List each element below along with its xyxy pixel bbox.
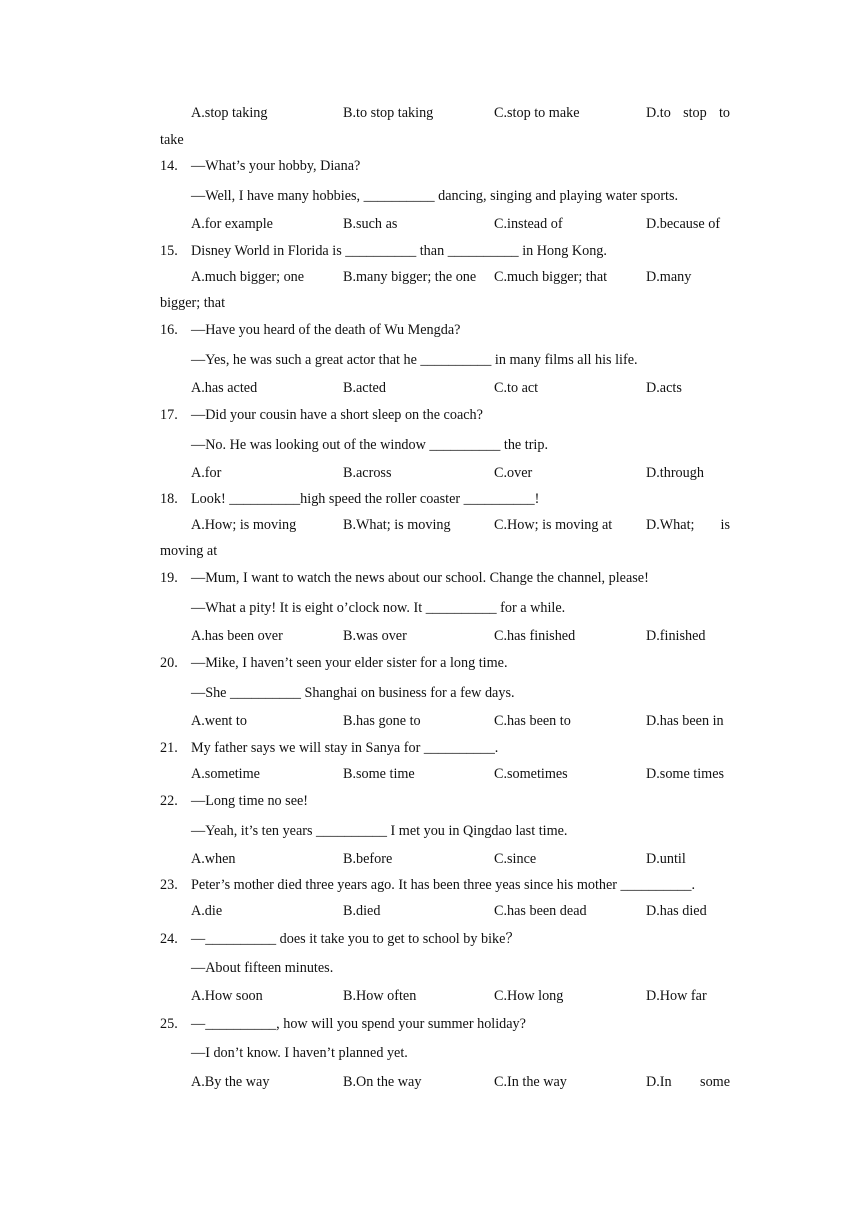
q23-option-d: D.has died <box>646 903 707 919</box>
q16-line2: —Yes, he was such a great actor that he __________ in many films all his life. <box>191 352 638 368</box>
q18-option-a: A.How; is moving <box>191 517 297 533</box>
q22-option-a: A.when <box>191 851 236 867</box>
q15-option-a: A.much bigger; one <box>191 269 305 285</box>
q21-option-a: A.sometime <box>191 766 260 782</box>
q23-option-a: A.die <box>191 903 223 919</box>
q15-option-b: B.many bigger; the one <box>343 269 477 285</box>
q17-option-c: C.over <box>494 465 533 481</box>
q21-number: 21. <box>160 740 178 756</box>
q21-option-b: B.some time <box>343 766 415 782</box>
q19-option-a: A.has been over <box>191 628 283 644</box>
q24-number: 24. <box>160 931 178 947</box>
q15-option-c: C.much bigger; that <box>494 269 608 285</box>
q22-option-c: C.since <box>494 851 537 867</box>
q16-option-b: B.acted <box>343 380 386 396</box>
q19-option-d: D.finished <box>646 628 706 644</box>
q17-line1: —Did your cousin have a short sleep on the coach? <box>191 407 483 423</box>
q13-option-b: B.to stop taking <box>343 105 434 121</box>
q25-option-d: D.In some <box>646 1074 730 1090</box>
q24-option-a: A.How soon <box>191 988 263 1004</box>
q18-option-c: C.How; is moving at <box>494 517 613 533</box>
q14-option-b: B.such as <box>343 216 398 232</box>
q19-line2: —What a pity! It is eight o’clock now. It __________ for a while. <box>191 600 566 616</box>
q24-line2: —About fifteen minutes. <box>191 960 334 976</box>
q25-line2: —I don’t know. I haven’t planned yet. <box>191 1045 408 1061</box>
q22-line2: —Yeah, it’s ten years __________ I met you in Qingdao last time. <box>191 823 568 839</box>
q20-number: 20. <box>160 655 178 671</box>
q19-number: 19. <box>160 570 178 586</box>
q15-option-d: D.many <box>646 269 692 285</box>
q13-option-c: C.stop to make <box>494 105 580 121</box>
q22-option-b: B.before <box>343 851 393 867</box>
q22-option-d: D.until <box>646 851 686 867</box>
q18-option-d: D.What; is <box>646 517 730 533</box>
q20-option-d: D.has been in <box>646 713 724 729</box>
q19-line1: —Mum, I want to watch the news about our school. Change the channel, please! <box>191 570 649 586</box>
document-page: A.stop taking B.to stop taking C.stop to make D.to stop to take 14. —What’s your hobby, Diana? —Well, I have many hobbies, __________ dancing, singing and playing water sports. A.for example B.such as C.instead of D.because of 15. Disney World in Florida is __________ than __________ in Hong Kong. A.much bigger; one B.many bigger; the one C.much bigger; that D.many bigger; that 16. —Have you heard of the death of Wu Mengda? —Yes, he was such a great actor that he __________ in many films all his life. A.has acted B.acted C.to act D.acts 17. —Did your cousin have a short sleep on the coach? —No. He was looking out of the window __________ the trip. A.for B.across C.over D.through 18. Look! __________high speed the roller coaster __________! A.How; is moving B.What; is moving C.How; is moving at D.What; is moving at 19. —Mum, I want to watch the news about our school. Change the channel, please! —What a pity! It is eight o’clock now. It __________ for a while. A.has been over B.was over C.has finished D.finished 20. —Mike, I haven’t seen your elder sister for a long time. —She __________ Shanghai on business for a few days. A.went to B.has gone to C.has been to D.has been in 21. My father says we will stay in Sanya for __________. A.sometime B.some time C.sometimes D.some times 22. —Long time no see! —Yeah, it’s ten years __________ I met you in Qingdao last time. A.when B.before C.since D.until 23. Peter’s mother died three years ago. It has been three yeas since his mother __________. A.die B.died C.has been dead D.has died 24. —__________ does it take you to get to school by bike？ —About fifteen minutes. A.How soon B.How often C.How long D.How far 25. —__________, how will you spend your summer holiday? —I don’t know. I haven’t planned yet. A.By the way B.On the way C.In the way D.In some <box>160 105 730 1090</box>
q24-line1: —__________ does it take you to get to school by bike？ <box>191 931 520 947</box>
q13-option-d: D.to stop to <box>646 105 730 121</box>
q18-option-b: B.What; is moving <box>343 517 451 533</box>
q16-option-c: C.to act <box>494 380 539 396</box>
q23-line1: Peter’s mother died three years ago. It has been three yeas since his mother __________. <box>191 877 696 893</box>
q21-option-c: C.sometimes <box>494 766 568 782</box>
q25-option-a: A.By the way <box>191 1074 270 1090</box>
q13-option-a: A.stop taking <box>191 105 268 121</box>
q14-option-c: C.instead of <box>494 216 563 232</box>
q24-option-c: C.How long <box>494 988 564 1004</box>
q24-option-d: D.How far <box>646 988 707 1004</box>
q22-line1: —Long time no see! <box>191 793 309 809</box>
q25-option-c: C.In the way <box>494 1074 567 1090</box>
q20-option-b: B.has gone to <box>343 713 421 729</box>
q20-option-a: A.went to <box>191 713 247 729</box>
q25-number: 25. <box>160 1016 178 1032</box>
q20-option-c: C.has been to <box>494 713 571 729</box>
q14-option-d: D.because of <box>646 216 721 232</box>
q18-number: 18. <box>160 491 178 507</box>
q14-line2: —Well, I have many hobbies, __________ dancing, singing and playing water sports. <box>191 188 679 204</box>
q16-line1: —Have you heard of the death of Wu Mengda? <box>191 322 461 338</box>
q16-number: 16. <box>160 322 178 338</box>
q21-line1: My father says we will stay in Sanya for __________. <box>191 740 499 756</box>
q16-option-a: A.has acted <box>191 380 258 396</box>
q20-line1: —Mike, I haven’t seen your elder sister for a long time. <box>191 655 508 671</box>
q16-option-d: D.acts <box>646 380 682 396</box>
q19-option-b: B.was over <box>343 628 407 644</box>
q14-option-a: A.for example <box>191 216 273 232</box>
q18-line1: Look! __________high speed the roller coaster __________! <box>191 491 540 507</box>
q14-number: 14. <box>160 158 178 174</box>
q17-number: 17. <box>160 407 178 423</box>
q17-option-b: B.across <box>343 465 392 481</box>
q24-option-b: B.How often <box>343 988 417 1004</box>
q15-number: 15. <box>160 243 178 259</box>
q25-line1: —__________, how will you spend your summer holiday? <box>191 1016 526 1032</box>
q17-option-d: D.through <box>646 465 704 481</box>
q15-line1: Disney World in Florida is __________ than __________ in Hong Kong. <box>191 243 607 259</box>
q23-option-b: B.died <box>343 903 381 919</box>
q22-number: 22. <box>160 793 178 809</box>
q14-line1: —What’s your hobby, Diana? <box>191 158 361 174</box>
q25-option-b: B.On the way <box>343 1074 422 1090</box>
q23-option-c: C.has been dead <box>494 903 587 919</box>
q23-number: 23. <box>160 877 178 893</box>
q17-option-a: A.for <box>191 465 222 481</box>
q19-option-c: C.has finished <box>494 628 576 644</box>
q20-line2: —She __________ Shanghai on business for a few days. <box>191 685 515 701</box>
q17-line2: —No. He was looking out of the window __________ the trip. <box>191 437 549 453</box>
q21-option-d: D.some times <box>646 766 725 782</box>
